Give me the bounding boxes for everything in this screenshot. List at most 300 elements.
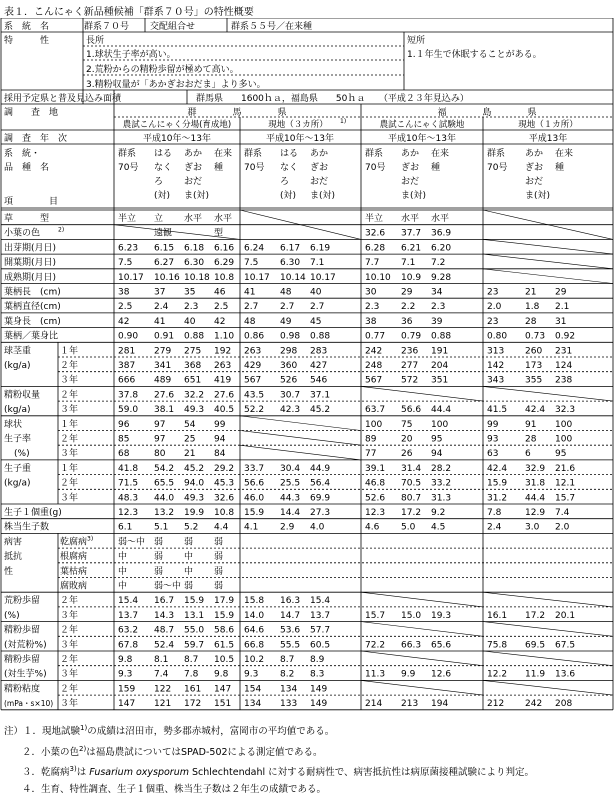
value-gunma-field: 57.7 — [310, 625, 331, 636]
empty-cell-diagonal — [361, 386, 483, 401]
value-fukushima-shiken: 29 — [401, 287, 413, 298]
value-fukushima-shiken: 0.79 — [401, 331, 422, 342]
value-gunma-bunjo: 0.90 — [118, 331, 139, 342]
value-gunma-field: 44.3 — [280, 493, 301, 504]
value-gunma-field: 149 — [310, 699, 328, 710]
value-fukushima-shiken: 9.9 — [401, 669, 416, 680]
sub-label: ３年 — [60, 493, 79, 504]
value-gunma-bunjo: 80 — [154, 449, 166, 460]
value-gunma-bunjo: 651 — [184, 375, 202, 386]
group-label: 球状 — [4, 419, 23, 430]
value-gunma-bunjo: 275 — [184, 346, 202, 357]
value-fukushima-field: 15.9 — [487, 478, 508, 489]
variety-name: 種 — [555, 163, 565, 173]
value-fukushima-shiken: 水平 — [401, 214, 420, 224]
value-fukushima-shiken: 100 — [431, 419, 449, 430]
empty-cell-diagonal — [483, 386, 613, 401]
group-label: (対生芋%) — [4, 669, 47, 680]
variety-name: あか — [310, 149, 329, 159]
value-gunma-field: 2.7 — [310, 302, 325, 313]
value-gunma-bunjo: 35 — [184, 287, 196, 298]
value-fukushima-field: 28 — [525, 316, 537, 327]
value-gunma-field: 526 — [280, 375, 298, 386]
group-label: 出芽期(月日) — [4, 243, 57, 254]
value-fukushima-field: 29 — [555, 287, 567, 298]
value-gunma-bunjo: 172 — [184, 699, 202, 710]
value-gunma-field: 15.9 — [244, 508, 265, 518]
group-label: (%) — [4, 610, 20, 621]
value-gunma-bunjo: 147 — [214, 684, 232, 695]
value-fukushima-field: 0.92 — [555, 331, 576, 342]
value-gunma-field: 66.8 — [244, 640, 265, 651]
group-label: 葉身長 (cm) — [4, 316, 61, 327]
value-fukushima-field: 69.5 — [525, 640, 546, 651]
value-fukushima-field: 231 — [555, 346, 573, 357]
variety-name: おだ — [401, 177, 420, 187]
value-gunma-bunjo: 2.3 — [184, 302, 199, 313]
value-gunma-field: 14.7 — [280, 610, 301, 621]
value-fukushima-field: 242 — [525, 699, 543, 710]
value-fukushima-field: 2.0 — [487, 302, 502, 313]
value-gunma-field: 427 — [310, 361, 328, 371]
value-gunma-bunjo: 42 — [214, 316, 226, 327]
sub-label: ３年 — [60, 449, 79, 460]
value-fukushima-shiken: 2.3 — [431, 302, 446, 313]
value-gunma-bunjo: 6.18 — [184, 243, 205, 254]
value-gunma-bunjo: 10.16 — [154, 272, 180, 283]
group-label: 小葉の色 — [4, 228, 41, 239]
value-fukushima-field: 67.5 — [555, 640, 576, 651]
empty-cell-diagonal — [483, 254, 613, 269]
table-text — [4, 20, 578, 709]
value-fukushima-shiken: 65.6 — [431, 640, 452, 651]
group-label: 草 型 — [4, 214, 50, 224]
value-gunma-bunjo: 10.18 — [184, 272, 210, 283]
value-fukushima-shiken: 水平 — [431, 214, 450, 224]
variety-name: あか — [401, 149, 420, 159]
empty-cell-diagonal — [240, 445, 361, 460]
variety-name: はる — [154, 149, 173, 159]
label-adoption: 採用予定県と普及見込み面積 — [4, 94, 122, 104]
value-fukushima-shiken: 2.3 — [365, 302, 380, 313]
value-gunma-bunjo: 4.4 — [214, 522, 229, 533]
value-fukushima-shiken: 7.7 — [365, 258, 380, 269]
value-fukushima-field: 23 — [487, 287, 499, 298]
value-gunma-bunjo: 中 — [184, 566, 194, 577]
demerit-item: 1.１年生で休眠することがある。 — [407, 50, 542, 60]
value-fukushima-field: 7.8 — [487, 508, 502, 518]
value-gunma-bunjo: 9.8 — [214, 669, 229, 680]
label-system-name: 系 統 名 — [4, 22, 50, 32]
label-variety: 品 種 名 — [4, 163, 50, 173]
value-gunma-field: 4.0 — [310, 522, 325, 533]
value-gunma-bunjo: 55.0 — [184, 625, 205, 636]
value-gunma-bunjo: 96 — [118, 419, 130, 430]
value-fukushima-shiken: 38 — [365, 316, 377, 327]
group-label: (対荒粉%) — [4, 640, 47, 651]
value-gunma-bunjo: 71.5 — [118, 478, 139, 489]
demerits-title: 短所 — [407, 36, 426, 46]
value-gunma-field: 10.17 — [244, 272, 270, 283]
sub-label: ３年 — [60, 640, 79, 651]
value-gunma-field: 60.5 — [310, 640, 331, 651]
empty-cell-diagonal — [361, 622, 483, 637]
variety-name: 70号 — [244, 163, 265, 173]
value-gunma-bunjo: 15.4 — [118, 596, 139, 607]
value-fukushima-field: 260 — [525, 346, 543, 357]
variety-name: ま(対) — [184, 191, 210, 201]
site-fukushima-2: 現地（１カ所） — [518, 120, 578, 130]
value-gunma-bunjo: 666 — [118, 375, 136, 386]
value-gunma-bunjo: 59.0 — [118, 405, 139, 416]
value-fukushima-shiken: 0.88 — [431, 331, 452, 342]
value-gunma-field: 6.17 — [280, 243, 301, 254]
value-gunma-field: 6.24 — [244, 243, 265, 254]
value-gunma-bunjo: 151 — [214, 699, 232, 710]
value-gunma-bunjo: 38.1 — [154, 405, 175, 416]
value-gunma-bunjo: 37.8 — [118, 390, 139, 401]
value-gunma-bunjo: 21 — [184, 449, 196, 460]
value-gunma-bunjo: 弱～中 — [154, 581, 182, 592]
value-gunma-bunjo: 97 — [154, 419, 166, 430]
value-gunma-bunjo: 遠観 — [154, 228, 173, 239]
value-fukushima-field: 12.2 — [487, 669, 508, 680]
value-fukushima-field: 17.2 — [525, 610, 546, 621]
value-fukushima-shiken: 77 — [365, 449, 377, 460]
value-fukushima-shiken: 572 — [401, 375, 419, 386]
sub-label: １年 — [60, 463, 79, 474]
value-gunma-bunjo: 25 — [184, 434, 196, 445]
value-gunma-field: 27.3 — [310, 508, 331, 518]
value-gunma-bunjo: 13.2 — [154, 508, 175, 518]
footnote-4: ４．生育、特性調査、生子１個重、株当生子数は２年生の成績である。 — [22, 783, 327, 795]
merit-item: 3.精粉収量が「あかぎおおだま」より多い。 — [86, 80, 266, 90]
value-gunma-bunjo: 42 — [118, 316, 130, 327]
value-fukushima-shiken: 4.6 — [365, 522, 380, 533]
value-gunma-field: 46.0 — [244, 493, 265, 504]
value-fukushima-shiken: 52.6 — [365, 493, 386, 504]
value-fukushima-shiken: 56.6 — [401, 405, 422, 416]
footnotes — [4, 720, 534, 798]
value-fukushima-shiken: 30 — [365, 287, 377, 298]
pref-fukushima: 福 島 県 — [437, 108, 537, 118]
value-gunma-bunjo: 弱 — [214, 552, 224, 563]
value-fukushima-shiken: 32.6 — [365, 228, 386, 239]
value-gunma-field: 40 — [310, 287, 322, 298]
value-gunma-field: 41 — [244, 287, 256, 298]
value-gunma-bunjo: 46 — [214, 287, 226, 298]
variety-name: ろ — [280, 177, 290, 187]
value-fukushima-field: 12.1 — [555, 478, 576, 489]
footnote-3: ３．乾腐病$^{3)}$は Fusarium oxysporum Schlechtendahl に対する耐病性で、病害抵抗性は病原菌接種試験により判定。 — [22, 765, 534, 779]
value-gunma-field: 15.4 — [310, 596, 331, 607]
value-gunma-field: 8.9 — [310, 655, 325, 665]
value-gunma-bunjo: 1.10 — [214, 331, 235, 342]
value-gunma-bunjo: 161 — [184, 684, 202, 695]
value-gunma-bunjo: 45.2 — [184, 463, 205, 474]
variety-name: (対) — [280, 191, 297, 201]
value-gunma-field: 45 — [310, 316, 322, 327]
value-gunma-field: 45.2 — [310, 405, 331, 416]
value-gunma-bunjo: 281 — [118, 346, 136, 357]
value-gunma-bunjo: 9.8 — [118, 655, 133, 665]
value-gunma-bunjo: 弱～中 — [118, 537, 146, 548]
group-label: 精粉歩留 — [4, 655, 41, 665]
sub-label: ３年 — [60, 405, 79, 416]
value-fukushima-shiken: 194 — [431, 699, 449, 710]
value-gunma-field: 0.88 — [310, 331, 331, 342]
group-label: 開葉期(月日) — [4, 258, 57, 269]
variety-name: ま(対) — [525, 191, 551, 201]
value-gunma-bunjo: 12.3 — [118, 508, 139, 518]
value-gunma-field: 69.9 — [310, 493, 331, 504]
group-label: 葉柄／葉身比 — [4, 331, 59, 342]
variety-name: ま(対) — [310, 191, 336, 201]
value-gunma-field: 14.4 — [280, 508, 301, 518]
sub-label: ２年 — [60, 655, 79, 665]
value-fukushima-shiken: 6.28 — [365, 243, 386, 254]
value-gunma-bunjo: 59.7 — [184, 640, 205, 651]
value-fukushima-field: 15.7 — [555, 493, 576, 504]
value-gunma-field: 15.8 — [244, 596, 265, 607]
value-gunma-field: 8.2 — [280, 669, 295, 680]
year-g1: 平成10年～13年 — [143, 134, 211, 144]
value-fukushima-field: 0.80 — [487, 331, 508, 342]
variety-name: 在来 — [431, 149, 450, 159]
value-fukushima-field: 208 — [555, 699, 573, 710]
value-gunma-field: 43.5 — [244, 390, 265, 401]
group-label: 精粉歩留 — [4, 625, 41, 636]
value-gunma-field: 2.9 — [280, 522, 295, 533]
value-fukushima-field: 11.9 — [525, 669, 546, 680]
value-gunma-field: 64.6 — [244, 625, 265, 636]
value-gunma-field: 546 — [310, 375, 328, 386]
value-gunma-bunjo: 弱 — [214, 537, 224, 548]
value-gunma-bunjo: 6.1 — [118, 522, 133, 533]
value-gunma-bunjo: 10.17 — [118, 272, 144, 283]
value-fukushima-shiken: 89 — [365, 434, 377, 445]
value-gunma-field: 10.17 — [310, 272, 336, 283]
value-gunma-bunjo: 68 — [118, 449, 130, 460]
year-g2: 平成10年～13年 — [266, 134, 334, 144]
value-gunma-field: 16.3 — [280, 596, 301, 607]
value-gunma-bunjo: 中 — [118, 552, 128, 563]
value-fukushima-shiken: 44.4 — [431, 405, 452, 416]
value-gunma-bunjo: 41 — [154, 316, 166, 327]
value-fukushima-field: 31.2 — [487, 493, 508, 504]
value-fukushima-shiken: 36 — [401, 316, 413, 327]
value-fukushima-field: 41.5 — [487, 405, 508, 416]
value-fukushima-shiken: 12.6 — [431, 669, 452, 680]
value-fukushima-shiken: 0.77 — [365, 331, 386, 342]
value-gunma-field: 360 — [280, 361, 298, 371]
value-fukushima-shiken: 204 — [431, 361, 449, 371]
value-gunma-bunjo: 40.5 — [214, 405, 235, 416]
group-label: 球茎重 — [4, 346, 32, 357]
value-fukushima-shiken: 75 — [401, 419, 413, 430]
value-fukushima-field: 173 — [525, 361, 543, 371]
value-fukushima-shiken: 26 — [401, 449, 413, 460]
value-fukushima-shiken: 6.20 — [431, 243, 452, 254]
value-gunma-bunjo: 中 — [118, 581, 128, 592]
value-gunma-bunjo: 67.8 — [118, 640, 139, 651]
value-fukushima-field: 2.4 — [487, 522, 502, 533]
group-label: 生子１個重(g) — [4, 508, 62, 518]
value-gunma-bunjo: 65.5 — [154, 478, 175, 489]
empty-cell-diagonal — [240, 431, 361, 446]
sub-label: １年 — [60, 346, 79, 357]
year-f2: 平成13年 — [528, 134, 568, 144]
group-label: 荒粉歩留 — [4, 596, 41, 607]
value-gunma-bunjo: 15.9 — [214, 610, 235, 621]
value-gunma-bunjo: 中 — [118, 566, 128, 577]
value-fukushima-field: 13.6 — [555, 669, 576, 680]
value-gunma-field: 9.3 — [244, 669, 259, 680]
variety-name: ぎお — [310, 163, 329, 173]
value-fukushima-shiken: 70.5 — [401, 478, 422, 489]
value-fukushima-field: 95 — [555, 449, 567, 460]
value-gunma-bunjo: 58.6 — [214, 625, 235, 636]
value-fukushima-shiken: 567 — [365, 375, 383, 386]
value-fukushima-field: 42.4 — [487, 463, 508, 474]
value-gunma-field: 8.3 — [310, 669, 325, 680]
value-gunma-bunjo: 122 — [154, 684, 172, 695]
sub-label: 腐敗病 — [60, 581, 88, 592]
value-system: 群系７０号 — [84, 22, 130, 32]
value-gunma-field: 298 — [280, 346, 298, 357]
value-gunma-bunjo: 94.0 — [184, 478, 205, 489]
value-gunma-bunjo: 63.2 — [118, 625, 139, 636]
value-gunma-bunjo: 387 — [118, 361, 136, 371]
value-gunma-bunjo: 94 — [214, 434, 226, 445]
value-gunma-bunjo: 341 — [154, 361, 172, 371]
value-fukushima-shiken: 5.0 — [401, 522, 416, 533]
value-gunma-field: 6.19 — [310, 243, 331, 254]
variety-name: おだ — [310, 177, 329, 187]
value-fukushima-shiken: 191 — [431, 346, 449, 357]
value-fukushima-field: 21 — [525, 287, 537, 298]
group-label: (kg/a) — [4, 478, 31, 489]
sub-label: ２年 — [60, 390, 79, 401]
value-fukushima-field: 2.0 — [555, 522, 570, 533]
value-fukushima-field: 313 — [487, 346, 505, 357]
value-gunma-bunjo: 水平 — [184, 214, 203, 224]
value-gunma-bunjo: 型 — [214, 228, 224, 239]
value-gunma-field: 10.14 — [280, 272, 306, 283]
value-gunma-field: 8.7 — [280, 655, 295, 665]
variety-name: 70号 — [365, 163, 386, 173]
value-gunma-bunjo: 147 — [118, 699, 136, 710]
value-gunma-bunjo: 121 — [154, 699, 172, 710]
value-gunma-bunjo: 41.8 — [118, 463, 139, 474]
value-fukushima-shiken: 31.3 — [431, 493, 452, 504]
value-fukushima-shiken: 236 — [401, 346, 419, 357]
value-gunma-bunjo: 49.3 — [184, 405, 205, 416]
value-gunma-bunjo: 弱 — [184, 537, 194, 548]
empty-cell-diagonal — [361, 680, 483, 695]
value-fukushima-field: 2.1 — [555, 302, 570, 313]
variety-name: ぎお — [184, 163, 203, 173]
value-gunma-field: 4.1 — [244, 522, 259, 533]
value-fukushima-shiken: 半立 — [365, 214, 384, 224]
sub-label: 根腐病 — [60, 552, 88, 563]
value-gunma-bunjo: 10.8 — [214, 272, 235, 283]
value-fukushima-field: 0.73 — [525, 331, 546, 342]
value-fukushima-field: 93 — [487, 434, 499, 445]
value-gunma-bunjo: 弱 — [154, 552, 164, 563]
value-fukushima-shiken: 10.9 — [401, 272, 422, 283]
value-fukushima-field: 42.4 — [525, 405, 546, 416]
footnote-2: ２．小葉の色$^{2)}$は福島農試についてはSPAD-502による測定値である。 — [22, 744, 323, 758]
value-fukushima-field: 343 — [487, 375, 505, 386]
value-gunma-bunjo: 弱 — [154, 566, 164, 577]
value-gunma-field: 567 — [244, 375, 262, 386]
value-fukushima-shiken: 15.7 — [365, 610, 386, 621]
value-gunma-field: 283 — [310, 346, 328, 357]
value-gunma-bunjo: 2.5 — [214, 302, 229, 313]
pref-gunma: 群 馬 県 — [187, 108, 287, 118]
variety-name: 70号 — [118, 163, 139, 173]
value-gunma-field: 133 — [280, 699, 298, 710]
merits-title: 長所 — [86, 36, 105, 46]
year-f1: 平成10年～13年 — [388, 134, 456, 144]
value-gunma-bunjo: 44.0 — [154, 493, 175, 504]
group-label: (mPa・s×10) — [4, 699, 54, 709]
value-gunma-bunjo: 159 — [118, 684, 136, 695]
sub-label: ２年 — [60, 596, 79, 607]
merit-item: 1.球状生子率が高い。 — [86, 50, 176, 60]
footnote-1: 注）１．現地試験$^{1)}$の成績は沼田市，勢多郡赤城村，富岡市の平均値である。 — [4, 724, 335, 738]
value-fukushima-shiken: 66.3 — [401, 640, 422, 651]
value-gunma-bunjo: 263 — [214, 361, 232, 371]
value-gunma-bunjo: 17.9 — [214, 596, 235, 607]
value-gunma-bunjo: 15.9 — [184, 596, 205, 607]
variety-name: 群系 — [118, 149, 137, 159]
value-gunma-bunjo: 16.7 — [154, 596, 175, 607]
value-fukushima-shiken: 37.7 — [401, 228, 422, 239]
value-fukushima-shiken: 12.3 — [365, 508, 386, 518]
value-gunma-bunjo: 7.5 — [118, 258, 133, 269]
sub-sup: 3) — [87, 535, 94, 543]
value-gunma-bunjo: 99 — [214, 419, 226, 430]
value-gunma-field: 263 — [244, 346, 262, 357]
group-label: 精粉粘度 — [4, 684, 41, 695]
value-gunma-field: 33.7 — [244, 463, 265, 474]
value-gunma-bunjo: 279 — [154, 346, 172, 357]
sub-label: ２年 — [60, 434, 79, 445]
value-fukushima-field: 91 — [525, 419, 537, 430]
group-label: 葉柄長 (cm) — [4, 287, 61, 298]
value-gunma-bunjo: 27.6 — [154, 390, 175, 401]
value-gunma-bunjo: 14.3 — [154, 610, 175, 621]
value-gunma-bunjo: 7.8 — [184, 669, 199, 680]
value-gunma-bunjo: 10.5 — [214, 655, 235, 665]
sub-label: ３年 — [60, 699, 79, 710]
value-gunma-field: 6.30 — [280, 258, 301, 269]
label-features: 特 性 — [4, 36, 50, 46]
value-gunma-bunjo: 弱 — [214, 566, 224, 577]
site-gunma-1: 農試こんにゃく分場(育成地) — [122, 120, 232, 130]
variety-name: ぎお — [525, 163, 544, 173]
value-gunma-field: 30.7 — [280, 390, 301, 401]
value-fukushima-field: 124 — [555, 361, 573, 371]
value-gunma-bunjo: 19.9 — [184, 508, 205, 518]
value-gunma-bunjo: 97 — [154, 434, 166, 445]
value-fukushima-field: 238 — [555, 375, 573, 386]
value-gunma-field: 14.0 — [244, 610, 265, 621]
variety-name: ま(対) — [401, 191, 427, 201]
value-fukushima-field: 21.6 — [555, 463, 576, 474]
